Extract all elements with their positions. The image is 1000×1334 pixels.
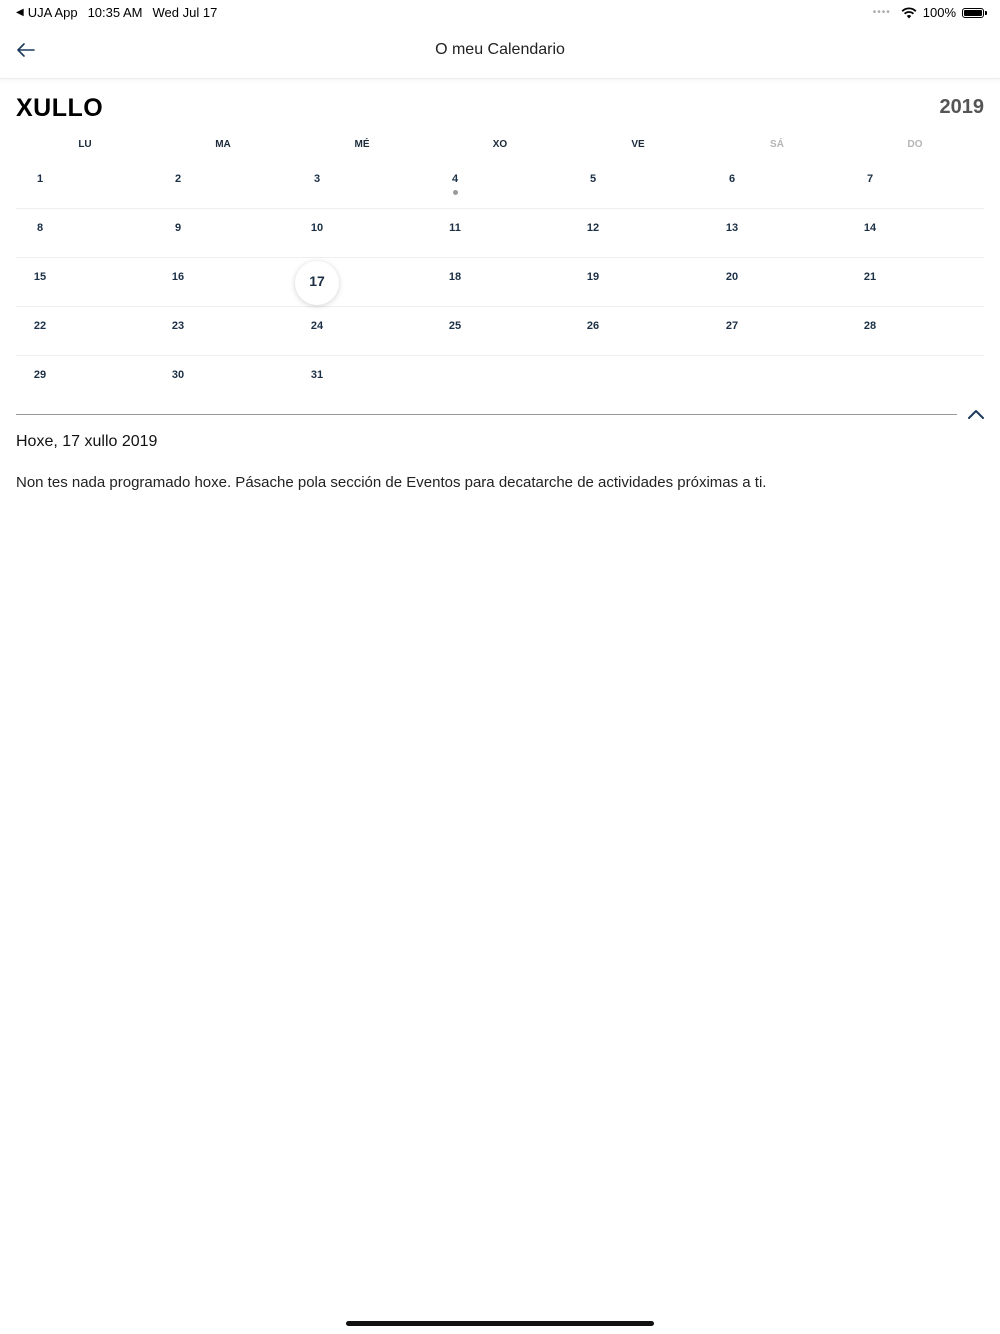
chevron-up-icon[interactable]: [966, 406, 986, 422]
calendar-day-empty: [708, 356, 828, 404]
calendar-day[interactable]: [16, 160, 136, 208]
weekday-label: LU: [78, 138, 92, 150]
today-empty-message: Non tes nada programado hoxe. Pásache pola sección de Eventos para decatarche de actividades próximas a ti.: [16, 474, 767, 491]
calendar-day[interactable]: [293, 258, 413, 306]
day-number: 7: [866, 173, 874, 185]
weekday-label: SÁ: [770, 138, 784, 150]
day-number: 16: [171, 271, 185, 283]
calendar-day[interactable]: [569, 160, 689, 208]
calendar-day[interactable]: [293, 307, 413, 355]
calendar-week-row: [16, 160, 984, 209]
day-number: 29: [33, 369, 47, 381]
year-label: 2019: [939, 96, 984, 118]
day-number: 12: [586, 222, 600, 234]
page-title: O meu Calendario: [435, 41, 565, 58]
weekday-label: MA: [215, 138, 231, 150]
day-number: 22: [33, 320, 47, 332]
day-number: 26: [586, 320, 600, 332]
battery-percent: 100%: [922, 5, 956, 20]
day-number: 8: [36, 222, 44, 234]
day-number: 20: [725, 271, 739, 283]
calendar-day[interactable]: [16, 356, 136, 404]
status-right: [873, 5, 984, 20]
calendar-day[interactable]: [431, 209, 551, 257]
home-indicator[interactable]: [346, 1321, 654, 1326]
calendar-day[interactable]: [846, 307, 966, 355]
today-heading: Hoxe, 17 xullo 2019: [16, 433, 158, 450]
calendar-day[interactable]: [431, 160, 551, 208]
wifi-icon: [901, 7, 917, 19]
day-number: 1: [36, 173, 44, 185]
day-number: 6: [728, 173, 736, 185]
calendar-day[interactable]: [846, 258, 966, 306]
calendar-day[interactable]: [708, 258, 828, 306]
calendar-day[interactable]: [431, 258, 551, 306]
calendar-day[interactable]: [569, 209, 689, 257]
status-time: 10:35 AM: [87, 5, 143, 20]
weekday-label: XO: [492, 138, 508, 150]
day-number: 30: [171, 369, 185, 381]
calendar-day[interactable]: [16, 258, 136, 306]
back-to-app-label[interactable]: UJA App: [27, 5, 78, 20]
weekday-label: DO: [907, 138, 923, 150]
calendar-day-empty: [846, 356, 966, 404]
status-left: [16, 5, 217, 20]
calendar-day-empty: [431, 356, 551, 404]
battery-icon: [962, 8, 984, 18]
calendar-day[interactable]: [293, 209, 413, 257]
weekday-label: MÉ: [354, 138, 370, 150]
day-number: 15: [33, 271, 47, 283]
day-number: 21: [863, 271, 877, 283]
calendar-day[interactable]: [708, 160, 828, 208]
calendar-day[interactable]: [708, 307, 828, 355]
calendar-divider: [16, 414, 957, 415]
day-number: 9: [174, 222, 182, 234]
calendar-day[interactable]: [16, 307, 136, 355]
calendar-day-empty: [569, 356, 689, 404]
day-number: 17: [309, 273, 325, 289]
calendar-weeks: [16, 160, 984, 404]
day-number: 10: [310, 222, 324, 234]
calendar-week-row: [16, 209, 984, 258]
day-number: 23: [171, 320, 185, 332]
day-number: 31: [310, 369, 324, 381]
cellular-signal-icon: ••••: [872, 7, 891, 18]
calendar-day[interactable]: [154, 356, 274, 404]
day-number: 11: [449, 222, 461, 234]
calendar-day[interactable]: [154, 258, 274, 306]
calendar-day[interactable]: [154, 307, 274, 355]
calendar-day[interactable]: [569, 307, 689, 355]
calendar-day[interactable]: [16, 209, 136, 257]
weekday-header-row: [16, 128, 984, 160]
day-number: 2: [174, 173, 182, 185]
calendar-grid: [16, 128, 984, 404]
day-number: 3: [313, 173, 321, 185]
day-number: 18: [448, 271, 462, 283]
calendar-day[interactable]: [154, 209, 274, 257]
day-number: 24: [310, 320, 324, 332]
calendar-day[interactable]: [846, 160, 966, 208]
calendar-day[interactable]: [708, 209, 828, 257]
month-title: XULLO: [16, 94, 104, 122]
weekday-label: VE: [631, 138, 645, 150]
day-number: 4: [451, 173, 459, 185]
day-number: 28: [863, 320, 877, 332]
calendar-day[interactable]: [846, 209, 966, 257]
day-number: 25: [448, 320, 462, 332]
calendar-day[interactable]: [431, 307, 551, 355]
calendar-week-row: [16, 356, 984, 404]
day-number: 13: [725, 222, 739, 234]
status-bar: [0, 0, 1000, 24]
calendar-week-row: [16, 258, 984, 307]
day-number: 5: [589, 173, 597, 185]
calendar-day[interactable]: [293, 356, 413, 404]
day-number: 14: [863, 222, 877, 234]
event-indicator-dot: [453, 190, 458, 195]
nav-header: [0, 24, 1000, 79]
status-date: Wed Jul 17: [152, 5, 218, 20]
day-number: 27: [725, 320, 739, 332]
day-number: 19: [586, 271, 600, 283]
calendar-week-row: [16, 307, 984, 356]
calendar-day[interactable]: [569, 258, 689, 306]
calendar-day[interactable]: [154, 160, 274, 208]
back-to-app-icon[interactable]: ◀: [16, 7, 24, 18]
calendar-day[interactable]: [293, 160, 413, 208]
